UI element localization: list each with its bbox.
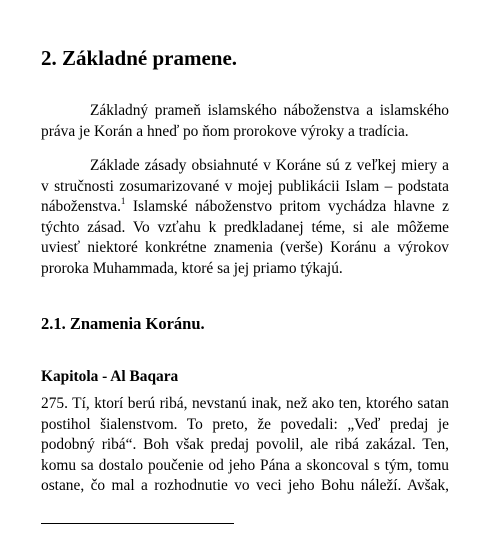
paragraph-intro [41, 101, 449, 142]
text-line: uviesť niektoré konkrétne znamenia (verše) Koránu a výrokov [41, 239, 449, 256]
chapter-heading: Kapitola - Al Baqara [41, 368, 179, 385]
text-line: ostane, čo mal a rozhodnutie vo veci jeho Bohu náleží. Avšak, [41, 477, 449, 494]
text-line: v stručnosti zosumarizované v mojej publikácii Islam – podstata [41, 177, 449, 195]
footnote-reference[interactable]: 1 [120, 195, 126, 206]
text-line [41, 197, 449, 218]
subsection-heading: 2.1. Znamenia Koránu. [41, 314, 205, 333]
text-line: komu sa dostalo poučenie od jeho Pána a skoncoval s tým, tomu [41, 456, 449, 474]
text-line: Základe zásady obsiahnuté v Koráne sú z veľkej miery a [90, 157, 449, 174]
text-line: 275. Tí, ktorí berú ribá, nevstanú inak, než ako ten, ktorého satan [41, 395, 449, 412]
text-line: postihol šialenstvom. To preto, že povedali: „Veď predaj je [41, 415, 449, 433]
text-line: Základný prameň islamského náboženstva a islamského [90, 102, 449, 119]
text-line: týchto zásad. Vo vzťahu k predkladanej téme, si ale môžeme [41, 218, 449, 236]
text-fragment: Islamské náboženstvo pritom vychádza hlavne z [125, 198, 449, 215]
text-line: podobný ribá“. Boh však predaj povolil, ale ribá zakázal. Ten, [41, 436, 449, 453]
paragraph-verse [41, 394, 449, 497]
text-line: proroka Muhammada, ktoré sa jej priamo týkajú. [41, 259, 343, 277]
section-heading: 2. Základné pramene. [41, 46, 238, 70]
paragraph-sources [41, 156, 449, 279]
footnote-separator [41, 523, 234, 524]
text-line: práva je Korán a hneď po ňom prorokove výroky a tradícia. [41, 122, 409, 140]
text-fragment: náboženstva. [41, 198, 121, 215]
